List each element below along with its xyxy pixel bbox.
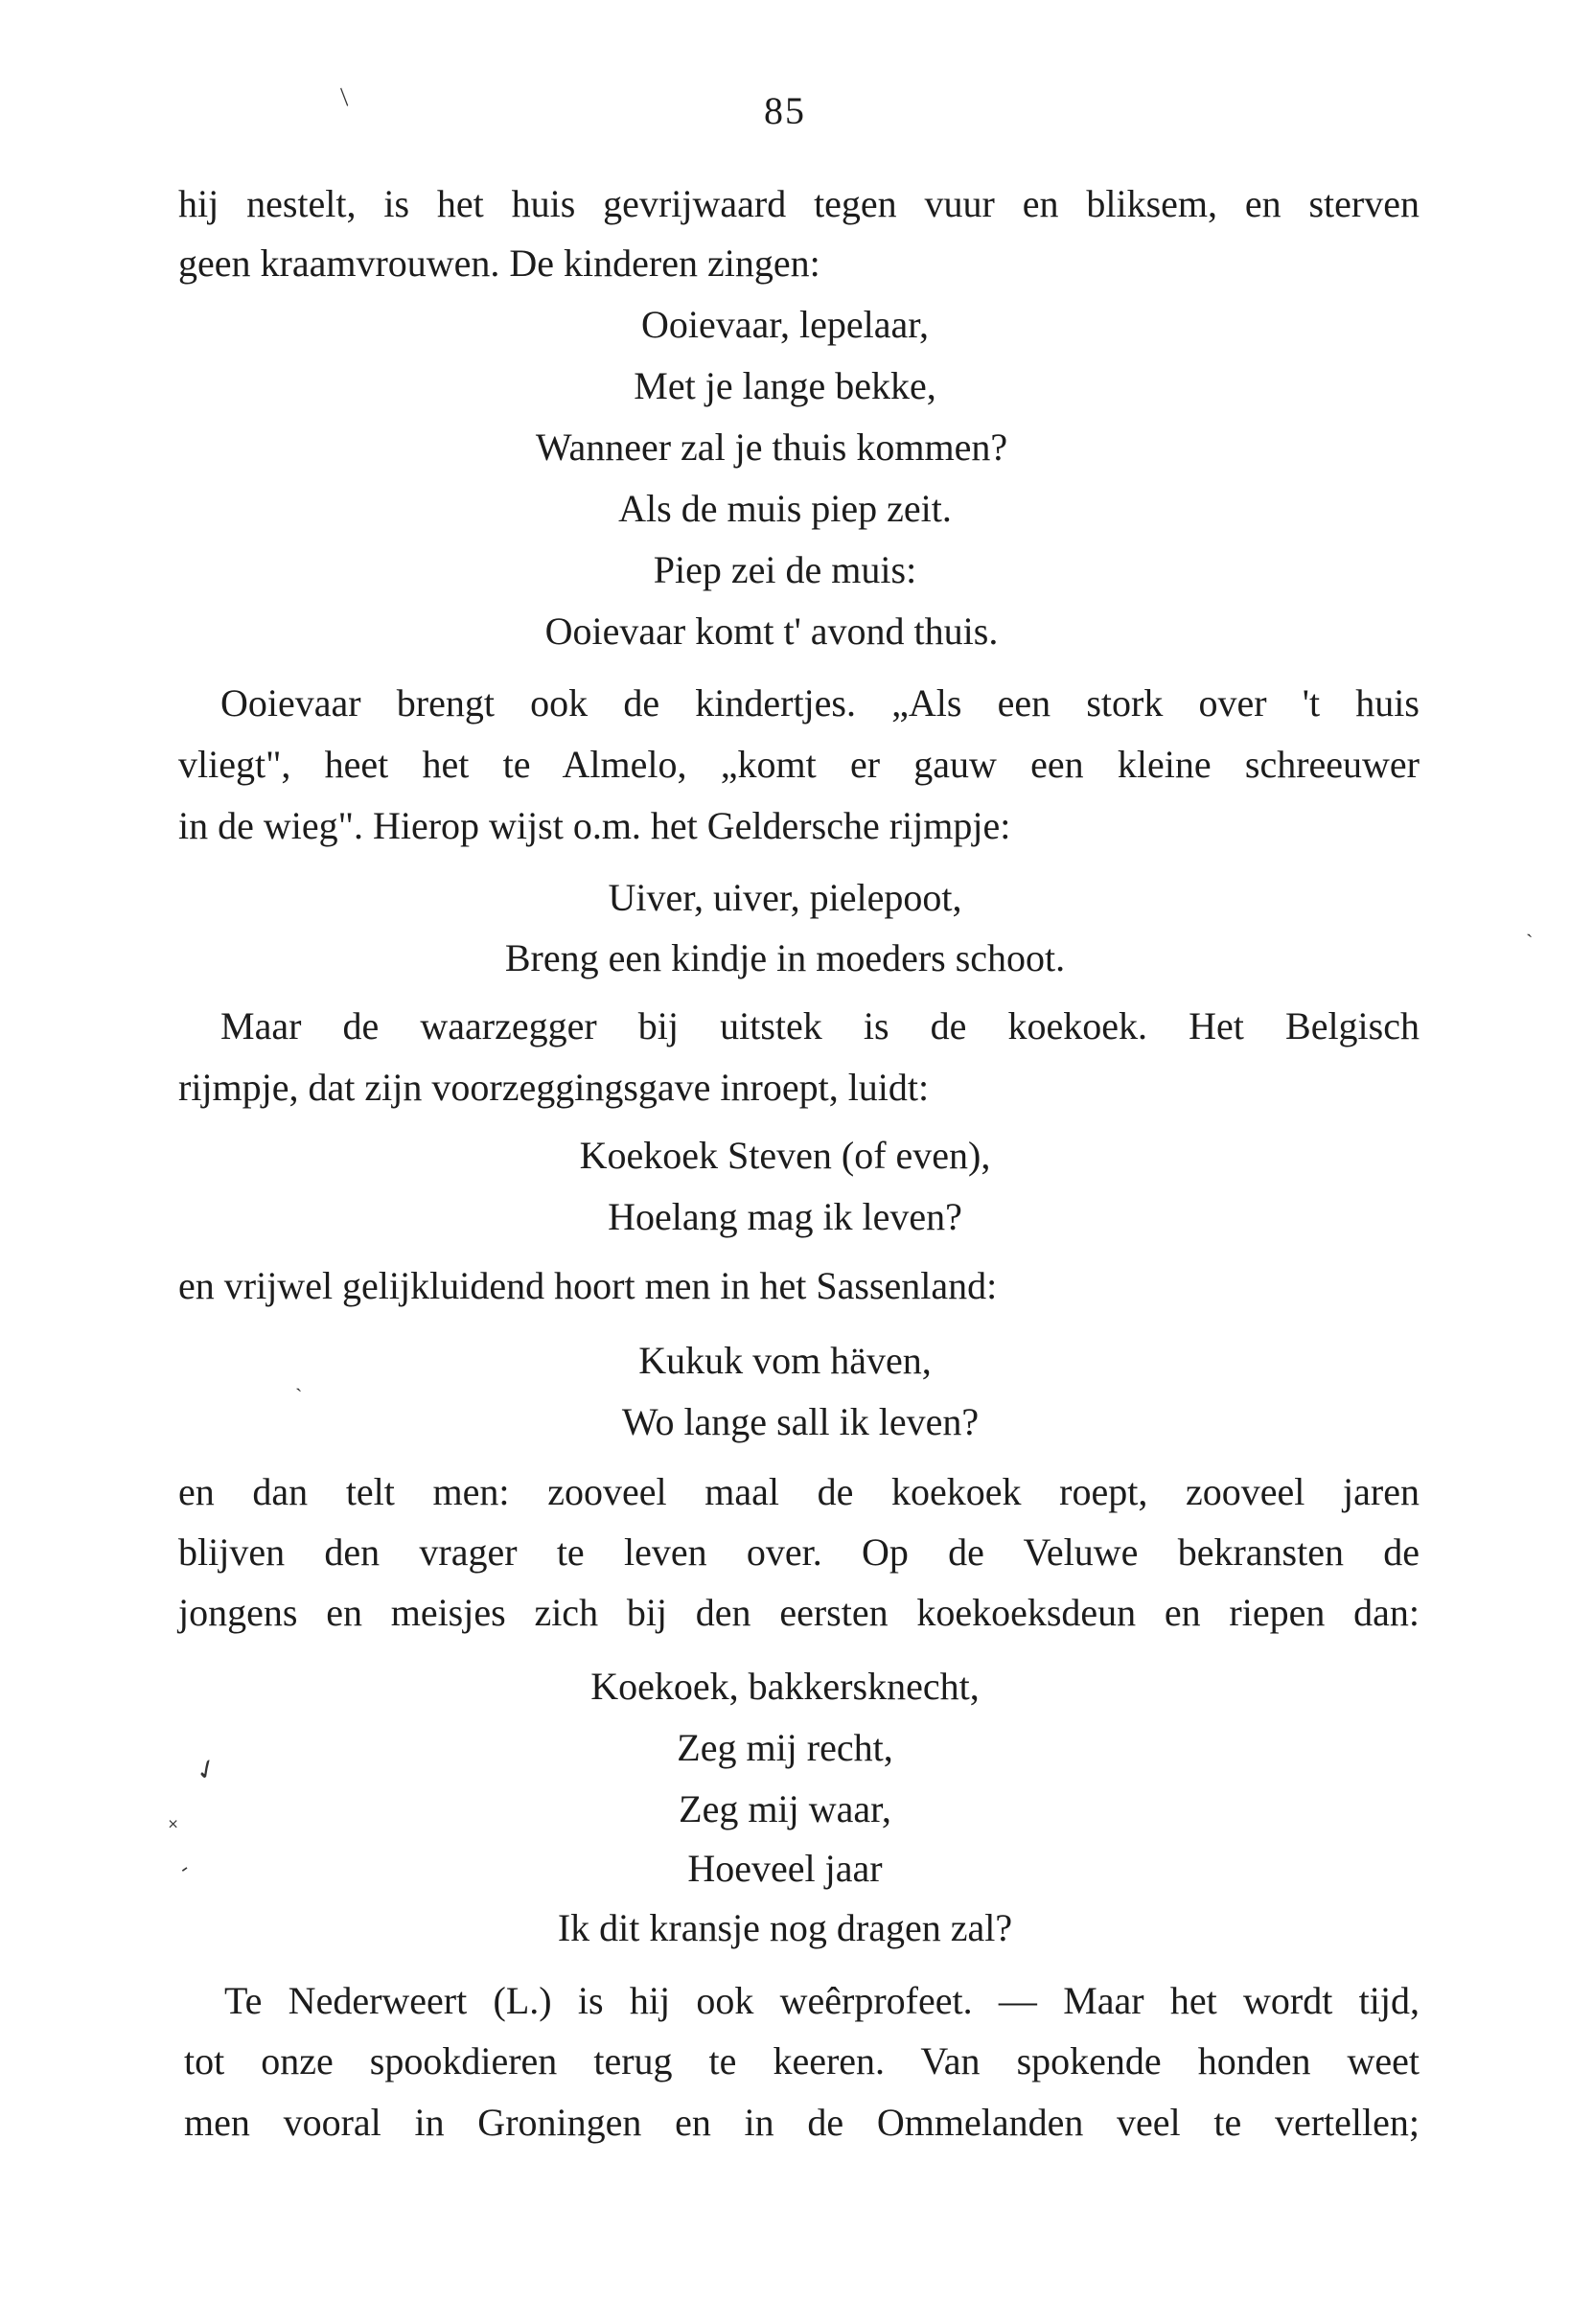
margin-mark: ` [295, 1384, 303, 1408]
paragraph-line: jongens en meisjes zich bij den eersten koekoeksdeun en riepen dan: [178, 1591, 1420, 1634]
paragraph-line: in de wieg". Hierop wijst o.m. het Geldersche rijmpje: [178, 804, 1011, 847]
margin-mark: ˟ [169, 1817, 178, 1842]
margin-mark: - [173, 1855, 194, 1879]
margin-mark: ✓ [190, 1752, 224, 1789]
verse-line: Met je lange bekke, [634, 364, 936, 407]
page-number: 85 [764, 89, 806, 132]
verse-line: Als de muis piep zeit. [618, 487, 952, 530]
verse-line: Ik dit kransje nog dragen zal? [557, 1906, 1013, 1949]
paragraph-line: vliegt", heet het te Almelo, „komt er gauw een kleine schreeuwer [178, 743, 1420, 786]
verse-line: Koekoek Steven (of even), [579, 1134, 991, 1177]
paragraph-line: geen kraamvrouwen. De kinderen zingen: [178, 242, 820, 285]
verse-line: Hoeveel jaar [687, 1847, 883, 1890]
paragraph-line: en dan telt men: zooveel maal de koekoek roept, zooveel jaren [178, 1470, 1420, 1513]
verse-line: Piep zei de muis: [653, 548, 917, 591]
paragraph-line: Te Nederweert (L.) is hij ook weêrprofeet. — Maar het wordt tijd, [224, 1979, 1420, 2022]
verse-line: Hoelang mag ik leven? [608, 1195, 962, 1238]
verse-line: Uiver, uiver, pielepoot, [608, 876, 962, 919]
verse-line: Zeg mij waar, [679, 1787, 891, 1830]
verse-line: Zeg mij recht, [677, 1726, 893, 1769]
verse-line: Ooievaar komt t' avond thuis. [544, 610, 999, 653]
paragraph-line: Ooievaar brengt ook de kindertjes. „Als een stork over 't huis [220, 681, 1420, 725]
verse-line: Wo lange sall ik leven? [621, 1400, 980, 1443]
verse-line: Kukuk vom häven, [638, 1339, 932, 1382]
paragraph-line: tot onze spookdieren terug te keeren. Van spokende honden weet [184, 2039, 1420, 2082]
paragraph-line: blijven den vrager te leven over. Op de Veluwe bekransten de [178, 1530, 1420, 1574]
verse-line: Breng een kindje in moeders schoot. [504, 936, 1066, 979]
paragraph-line: Maar de waarzegger bij uitstek is de koekoek. Het Belgisch [220, 1004, 1420, 1047]
paragraph-line: hij nestelt, is het huis gevrijwaard tegen vuur en bliksem, en sterven [178, 182, 1420, 225]
margin-mark: ` [1526, 930, 1534, 954]
paragraph-line: men vooral in Groningen en in de Ommelanden veel te vertellen; [184, 2101, 1420, 2144]
paragraph-line: en vrijwel gelijkluidend hoort men in het Sassenland: [178, 1264, 998, 1307]
verse-line: Ooievaar, lepelaar, [641, 303, 929, 346]
verse-line: Wanneer zal je thuis kommen? [535, 426, 1008, 469]
margin-mark: / [332, 83, 358, 111]
paragraph-line: rijmpje, dat zijn voorzeggingsgave inroept, luidt: [178, 1066, 930, 1109]
verse-line: Koekoek, bakkersknecht, [590, 1665, 980, 1708]
